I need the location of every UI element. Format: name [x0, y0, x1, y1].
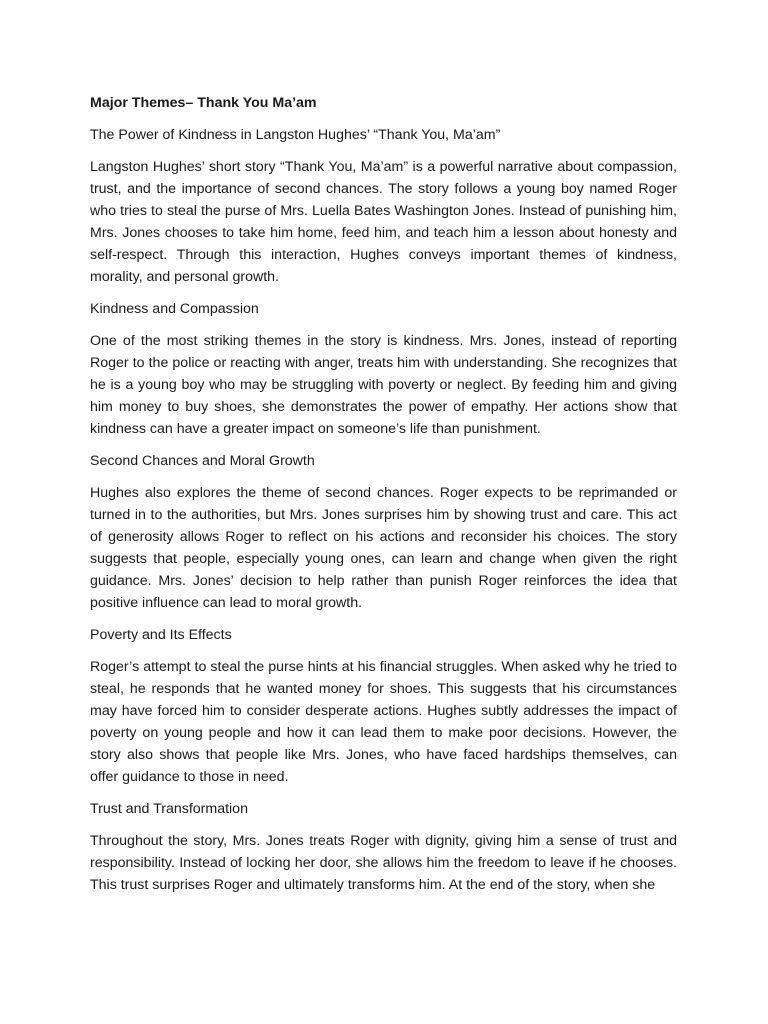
section-body-poverty: Roger’s attempt to steal the purse hints at his financial struggles. When asked why he tried to steal, he responds that he wanted money for shoes. This suggests that his circumstances may have forced him to consider desperate actions. Hughes subtly addresses the impact of poverty on young people and how it can lead them to make poor decisions. However, the story also shows that people like Mrs. Jones, who have faced hardships themselves, can offer guidance to those in need.	[90, 659, 677, 785]
section-heading-second-chances: Second Chances and Moral Growth	[90, 453, 315, 469]
document-content	[90, 92, 677, 906]
section-heading-trust: Trust and Transformation	[90, 801, 248, 817]
section-heading-poverty: Poverty and Its Effects	[90, 627, 232, 643]
section-body-trust: Throughout the story, Mrs. Jones treats Roger with dignity, giving him a sense of trust and responsibility. Instead of locking her door, she allows him the freedom to leave if he chooses. This trust surprises Roger and ultimately transforms him. At the end of the story, when she	[90, 833, 677, 893]
document-title: Major Themes– Thank You Ma’am	[90, 95, 317, 111]
section-body-second-chances: Hughes also explores the theme of second chances. Roger expects to be reprimanded or turned in to the authorities, but Mrs. Jones surprises him by showing trust and care. This act of generosity allows Roger to reflect on his actions and reconsider his choices. The story suggests that people, especially young ones, can learn and change when given the right guidance. Mrs. Jones’ decision to help rather than punish Roger reinforces the idea that positive influence can lead to moral growth.	[90, 485, 677, 611]
intro-paragraph: Langston Hughes’ short story “Thank You, Ma’am” is a powerful narrative about compassion, trust, and the importance of second chances. The story follows a young boy named Roger who tries to steal the purse of Mrs. Luella Bates Washington Jones. Instead of punishing him, Mrs. Jones chooses to take him home, feed him, and teach him a lesson about honesty and self-respect. Through this interaction, Hughes conveys important themes of kindness, morality, and personal growth.	[90, 159, 677, 285]
section-body-kindness: One of the most striking themes in the story is kindness. Mrs. Jones, instead of reporting Roger to the police or reacting with anger, treats him with understanding. She recognizes that he is a young boy who may be struggling with poverty or neglect. By feeding him and giving him money to buy shoes, she demonstrates the power of empathy. Her actions show that kindness can have a greater impact on someone’s life than punishment.	[90, 333, 677, 437]
document-subtitle: The Power of Kindness in Langston Hughes’ “Thank You, Ma’am”	[90, 127, 501, 143]
section-heading-kindness: Kindness and Compassion	[90, 301, 259, 317]
